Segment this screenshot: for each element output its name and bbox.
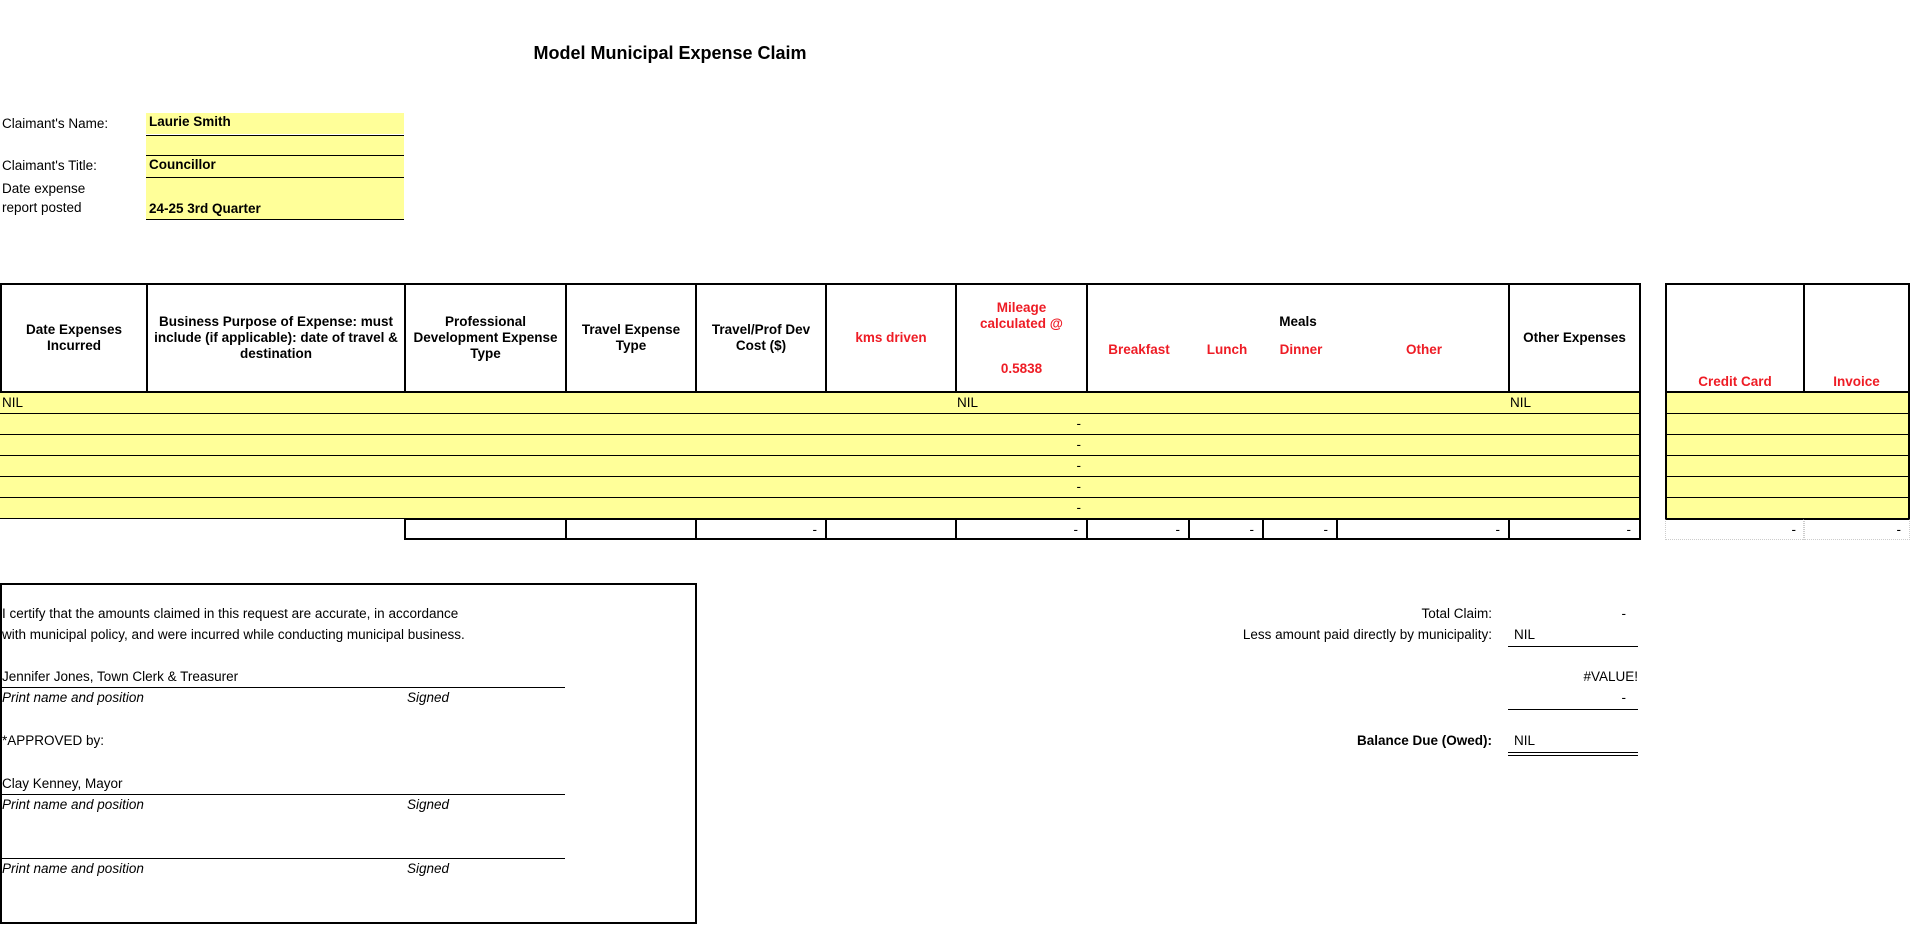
header-meals: Meals [1279, 314, 1317, 329]
total-cell-mileage: - [955, 519, 1088, 540]
table-cell-cost[interactable] [695, 435, 827, 456]
table-cell-breakfast[interactable] [1086, 414, 1190, 435]
table-cell-credit-card[interactable] [1665, 414, 1805, 435]
table-cell-other-expenses[interactable] [1508, 456, 1641, 477]
table-cell-invoice[interactable] [1803, 456, 1910, 477]
table-cell-mileage[interactable]: - [955, 435, 1088, 456]
table-cell-breakfast[interactable] [1086, 393, 1190, 414]
less-paid-value: NIL [1514, 627, 1536, 642]
table-cell-lunch[interactable] [1188, 414, 1264, 435]
total-claim-label: Total Claim: [1421, 606, 1492, 621]
signer-2-name: Clay Kenney, Mayor [2, 776, 123, 791]
header-credit-card: Credit Card [1665, 283, 1805, 393]
table-cell-lunch[interactable] [1188, 456, 1264, 477]
date-posted-label-1: Date expense [2, 181, 86, 196]
total-cell-invoice: - [1803, 519, 1910, 540]
header-pd-type: Professional Development Expense Type [404, 283, 567, 393]
table-cell-invoice[interactable] [1803, 414, 1910, 435]
table-cell-credit-card[interactable] [1665, 498, 1805, 519]
claimant-title-label: Claimant's Title: [2, 158, 97, 173]
balance-due-label: Balance Due (Owed): [1356, 733, 1492, 748]
date-posted-field[interactable] [146, 197, 404, 219]
table-cell-other-expenses[interactable] [1508, 498, 1641, 519]
table-cell-travel-type[interactable] [565, 435, 697, 456]
table-cell-cost[interactable] [695, 498, 827, 519]
table-cell-other[interactable] [1336, 498, 1510, 519]
table-cell-date[interactable] [0, 498, 148, 519]
table-cell-credit-card[interactable] [1665, 456, 1805, 477]
total-cell-kms [825, 519, 957, 540]
table-cell-purpose[interactable] [146, 477, 406, 498]
dash-value: - [1621, 690, 1626, 705]
signed-label-1: Signed [407, 690, 450, 705]
table-cell-lunch[interactable] [1188, 477, 1264, 498]
total-cell-travel-type [565, 519, 697, 540]
table-cell-travel-type[interactable] [565, 456, 697, 477]
table-cell-lunch[interactable] [1188, 435, 1264, 456]
table-cell-cost[interactable] [695, 477, 827, 498]
table-cell-kms[interactable] [825, 393, 957, 414]
table-cell-date[interactable] [0, 477, 148, 498]
date-posted-top-field[interactable] [146, 178, 404, 197]
table-cell-other-expenses[interactable] [1508, 435, 1641, 456]
table-cell-kms[interactable] [825, 414, 957, 435]
table-cell-purpose[interactable] [146, 456, 406, 477]
table-cell-breakfast[interactable] [1086, 435, 1190, 456]
table-cell-credit-card[interactable] [1665, 393, 1805, 414]
header-purpose: Business Purpose of Expense: must include (if applicable): date of travel & destination [146, 283, 406, 393]
less-paid-label: Less amount paid directly by municipality: [1242, 627, 1492, 642]
claimant-name-field[interactable] [146, 113, 404, 134]
header-kms: kms driven [825, 283, 957, 393]
header-lunch: Lunch [1206, 342, 1248, 357]
table-cell-other-expenses[interactable] [1508, 414, 1641, 435]
print-label-3: Print name and position [2, 861, 144, 876]
table-cell-lunch[interactable] [1188, 393, 1264, 414]
signer-1-name: Jennifer Jones, Town Clerk & Treasurer [2, 669, 239, 684]
table-cell-cost[interactable] [695, 414, 827, 435]
table-cell-dinner[interactable] [1262, 414, 1338, 435]
table-cell-travel-type[interactable] [565, 393, 697, 414]
table-cell-dinner[interactable] [1262, 393, 1338, 414]
table-cell-dinner[interactable] [1262, 435, 1338, 456]
table-cell-breakfast[interactable] [1086, 498, 1190, 519]
table-cell-date[interactable]: NIL [0, 393, 148, 414]
table-cell-other-expenses[interactable]: NIL [1508, 393, 1641, 414]
table-cell-kms[interactable] [825, 456, 957, 477]
table-cell-pd-type[interactable] [404, 435, 567, 456]
header-dinner: Dinner [1279, 342, 1323, 357]
header-cost: Travel/Prof Dev Cost ($) [695, 283, 827, 393]
table-cell-pd-type[interactable] [404, 414, 567, 435]
certification-statement-2: with municipal policy, and were incurred while conducting municipal business. [2, 627, 465, 642]
header-mileage-label: Mileage calculated @ [980, 300, 1063, 331]
header-date: Date Expenses Incurred [0, 283, 148, 393]
approved-label: *APPROVED by: [2, 733, 105, 748]
table-cell-date[interactable] [0, 456, 148, 477]
table-cell-invoice[interactable] [1803, 477, 1910, 498]
claimant-title-value: Councillor [149, 157, 216, 172]
header-mileage [955, 283, 1088, 393]
table-cell-kms[interactable] [825, 477, 957, 498]
table-cell-invoice[interactable] [1803, 393, 1910, 414]
table-cell-date[interactable] [0, 414, 148, 435]
print-label-1: Print name and position [2, 690, 144, 705]
total-cell-lunch: - [1188, 519, 1264, 540]
table-cell-credit-card[interactable] [1665, 477, 1805, 498]
table-cell-purpose[interactable] [146, 498, 406, 519]
header-meals-group [1086, 283, 1510, 393]
print-label-2: Print name and position [2, 797, 144, 812]
header-travel-type: Travel Expense Type [565, 283, 697, 393]
balance-due-value: NIL [1514, 733, 1536, 748]
table-cell-invoice[interactable] [1803, 498, 1910, 519]
date-posted-value: 24-25 3rd Quarter [149, 201, 261, 216]
table-cell-purpose[interactable] [146, 435, 406, 456]
table-cell-other-expenses[interactable] [1508, 477, 1641, 498]
table-cell-dinner[interactable] [1262, 477, 1338, 498]
claimant-title-field[interactable] [146, 156, 404, 177]
table-cell-other[interactable] [1336, 393, 1510, 414]
signed-label-3: Signed [407, 861, 450, 876]
table-cell-date[interactable] [0, 435, 148, 456]
value-error: #VALUE! [1583, 669, 1638, 684]
table-cell-pd-type[interactable] [404, 477, 567, 498]
table-cell-kms[interactable] [825, 435, 957, 456]
total-cell-breakfast: - [1086, 519, 1190, 540]
signed-label-2: Signed [407, 797, 450, 812]
table-cell-other[interactable] [1336, 414, 1510, 435]
header-other-expenses: Other Expenses [1508, 283, 1641, 393]
total-cell-dinner: - [1262, 519, 1338, 540]
total-cell-credit-card: - [1665, 519, 1805, 540]
header-breakfast: Breakfast [1108, 342, 1170, 357]
table-cell-travel-type[interactable] [565, 498, 697, 519]
table-cell-travel-type[interactable] [565, 414, 697, 435]
header-mileage-rate: 0.5838 [1000, 361, 1043, 376]
table-cell-pd-type[interactable] [404, 498, 567, 519]
claimant-blank-field[interactable] [146, 136, 404, 155]
table-cell-purpose[interactable] [146, 414, 406, 435]
table-cell-other[interactable] [1336, 435, 1510, 456]
table-cell-mileage[interactable]: - [955, 414, 1088, 435]
table-cell-mileage[interactable]: - [955, 498, 1088, 519]
page-title: Model Municipal Expense Claim [533, 43, 807, 63]
table-cell-dinner[interactable] [1262, 498, 1338, 519]
total-cell-pd-type [404, 519, 567, 540]
total-cell-cost: - [695, 519, 827, 540]
table-cell-kms[interactable] [825, 498, 957, 519]
table-cell-mileage[interactable]: - [955, 456, 1088, 477]
table-cell-invoice[interactable] [1803, 435, 1910, 456]
claimant-name-value: Laurie Smith [149, 114, 231, 129]
table-cell-mileage[interactable]: NIL [955, 393, 1088, 414]
table-cell-dinner[interactable] [1262, 456, 1338, 477]
header-invoice: Invoice [1803, 283, 1910, 393]
certification-statement-1: I certify that the amounts claimed in this request are accurate, in accordance [2, 606, 459, 621]
total-cell-other-expenses: - [1508, 519, 1641, 540]
table-cell-pd-type[interactable] [404, 456, 567, 477]
claimant-name-label: Claimant's Name: [2, 116, 109, 131]
table-cell-mileage[interactable]: - [955, 477, 1088, 498]
total-claim-value: - [1621, 606, 1626, 621]
table-cell-credit-card[interactable] [1665, 435, 1805, 456]
header-other: Other [1405, 342, 1442, 357]
total-cell-other: - [1336, 519, 1510, 540]
table-cell-pd-type[interactable] [404, 393, 567, 414]
table-cell-travel-type[interactable] [565, 477, 697, 498]
table-cell-breakfast[interactable] [1086, 477, 1190, 498]
table-cell-breakfast[interactable] [1086, 456, 1190, 477]
table-cell-other[interactable] [1336, 477, 1510, 498]
table-cell-cost[interactable] [695, 456, 827, 477]
table-cell-cost[interactable] [695, 393, 827, 414]
table-cell-purpose[interactable] [146, 393, 406, 414]
table-cell-other[interactable] [1336, 456, 1510, 477]
date-posted-label-2: report posted [2, 200, 82, 215]
table-cell-lunch[interactable] [1188, 498, 1264, 519]
